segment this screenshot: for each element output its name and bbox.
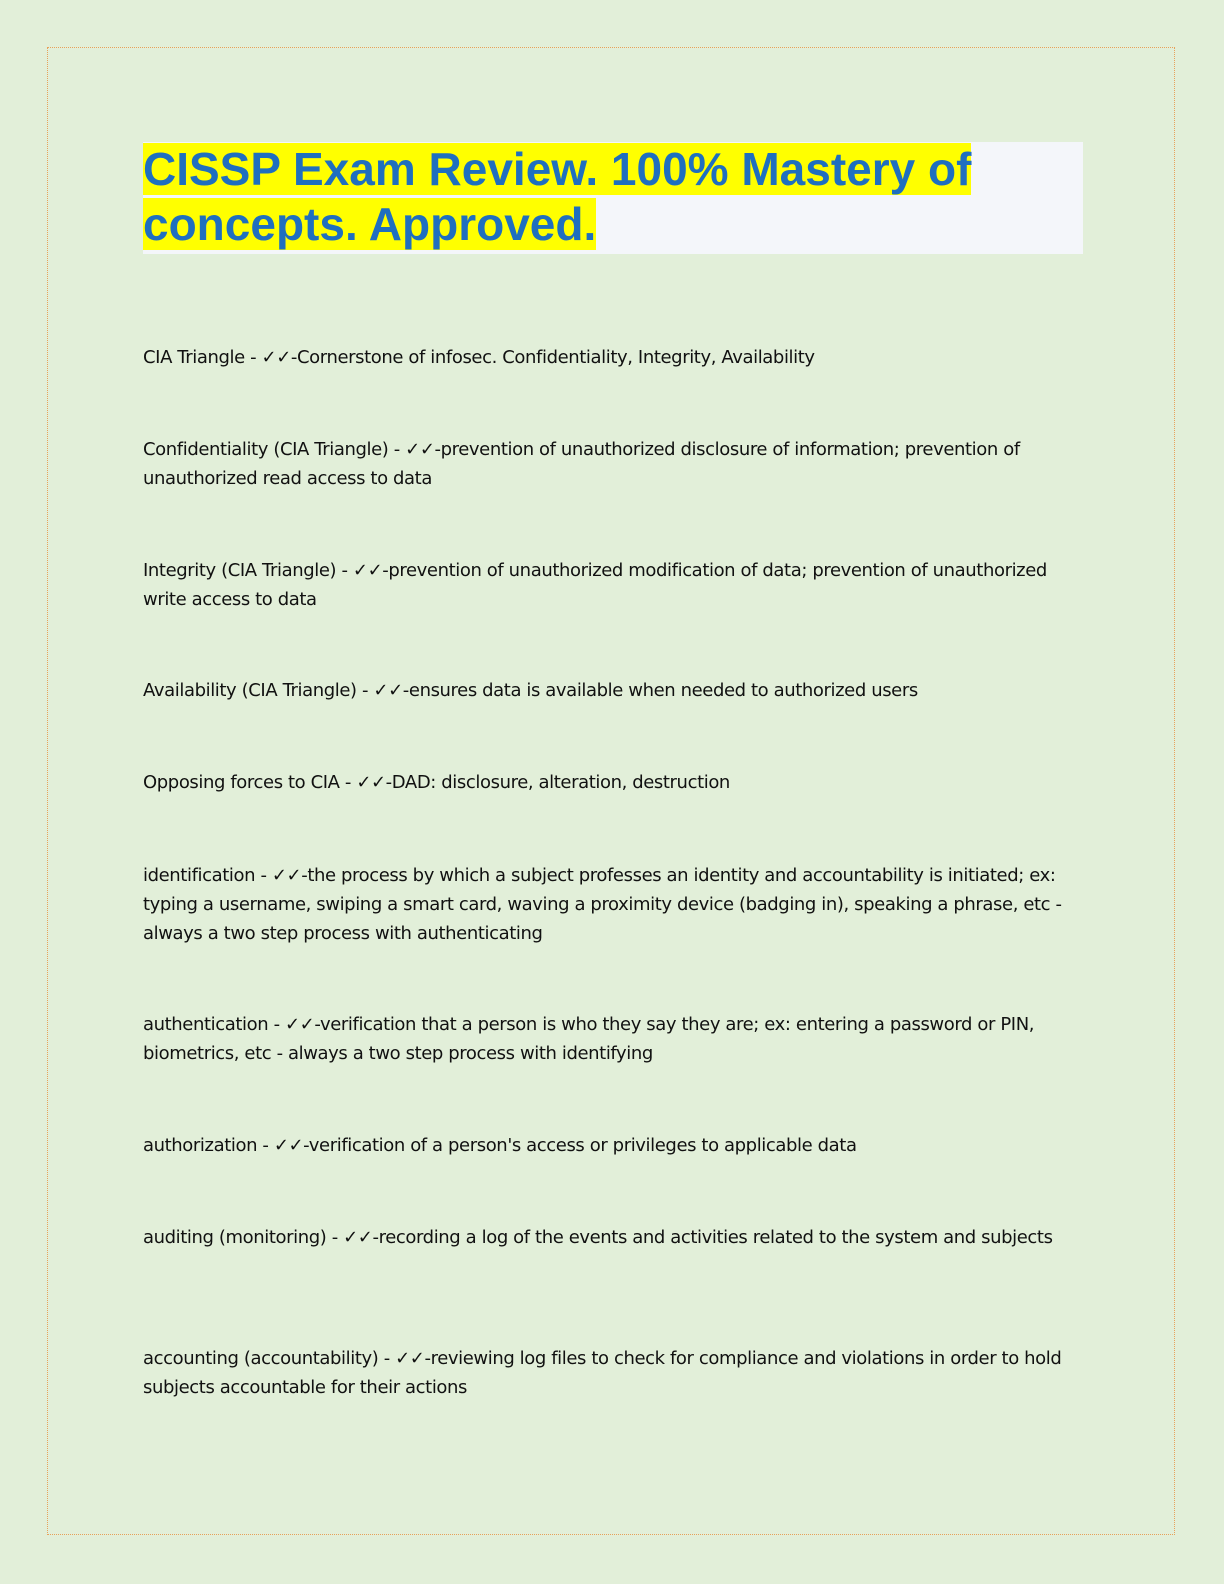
glossary-entry-identification bbox=[143, 861, 1083, 948]
glossary-entry-authorization bbox=[143, 1131, 857, 1160]
glossary-entry-accounting bbox=[143, 1344, 1083, 1402]
glossary-entry-authentication bbox=[143, 1010, 1083, 1068]
entry-term: identification bbox=[143, 865, 256, 886]
entry-term: auditing (monitoring) bbox=[143, 1227, 327, 1248]
check-marks: - ✓✓- bbox=[388, 439, 441, 460]
check-marks: - ✓✓- bbox=[356, 680, 409, 701]
entry-term: CIA Triangle bbox=[143, 347, 245, 368]
entry-definition: DAD: disclosure, alteration, destruction bbox=[391, 772, 730, 793]
entry-term: accounting (accountability) bbox=[143, 1348, 379, 1369]
glossary-entry-integrity bbox=[143, 556, 1083, 614]
entry-definition: Cornerstone of infosec. Confidentiality, Integrity, Availability bbox=[297, 347, 815, 368]
entry-definition: the process by which a subject professes an identity and accountability is initiated; ex: typing a username, swiping a smart card, waving a proximity device (badging in), speaking a phrase, etc - always a two step process with authenticating bbox=[143, 865, 1062, 944]
check-marks: - ✓✓- bbox=[257, 1135, 309, 1156]
entry-definition: prevention of unauthorized disclosure of information; prevention of unauthorized read access to data bbox=[143, 439, 1020, 489]
glossary-entry-opposing-forces bbox=[143, 768, 730, 797]
entry-definition: verification of a person's access or privileges to applicable data bbox=[308, 1135, 857, 1156]
check-marks: - ✓✓- bbox=[255, 865, 308, 886]
title-block bbox=[143, 142, 1083, 254]
check-marks: - ✓✓- bbox=[339, 772, 392, 793]
glossary-entry-confidentiality bbox=[143, 435, 1083, 493]
check-marks: - ✓✓- bbox=[244, 347, 298, 368]
page-title bbox=[143, 142, 1023, 252]
page-title-highlight: CISSP Exam Review. 100% Mastery of concepts. Approved. bbox=[143, 143, 972, 250]
entry-definition: ensures data is available when needed to authorized users bbox=[408, 680, 918, 701]
entry-term: Opposing forces to CIA bbox=[143, 772, 340, 793]
check-marks: - ✓✓- bbox=[326, 1227, 379, 1248]
entry-term: authentication bbox=[143, 1014, 269, 1035]
entry-definition: verification that a person is who they say they are; ex: entering a password or PIN, biometrics, etc - always a two step process with identifying bbox=[143, 1014, 1035, 1064]
entry-definition: recording a log of the events and activities related to the system and subjects bbox=[378, 1227, 1053, 1248]
check-marks: - ✓✓- bbox=[336, 560, 389, 581]
entry-term: authorization bbox=[143, 1135, 258, 1156]
glossary-entry-auditing bbox=[143, 1223, 1053, 1252]
check-marks: - ✓✓- bbox=[378, 1348, 431, 1369]
entry-term: Availability (CIA Triangle) bbox=[143, 680, 357, 701]
entry-term: Confidentiality (CIA Triangle) bbox=[143, 439, 389, 460]
entry-definition: prevention of unauthorized modification of data; prevention of unauthorized write access to data bbox=[143, 560, 1047, 610]
glossary-entry-availability bbox=[143, 676, 918, 705]
glossary-entry-cia-triangle bbox=[143, 343, 815, 372]
entry-definition: reviewing log files to check for compliance and violations in order to hold subjects accountable for their actions bbox=[143, 1348, 1062, 1398]
entry-term: Integrity (CIA Triangle) bbox=[143, 560, 337, 581]
check-marks: - ✓✓- bbox=[268, 1014, 320, 1035]
